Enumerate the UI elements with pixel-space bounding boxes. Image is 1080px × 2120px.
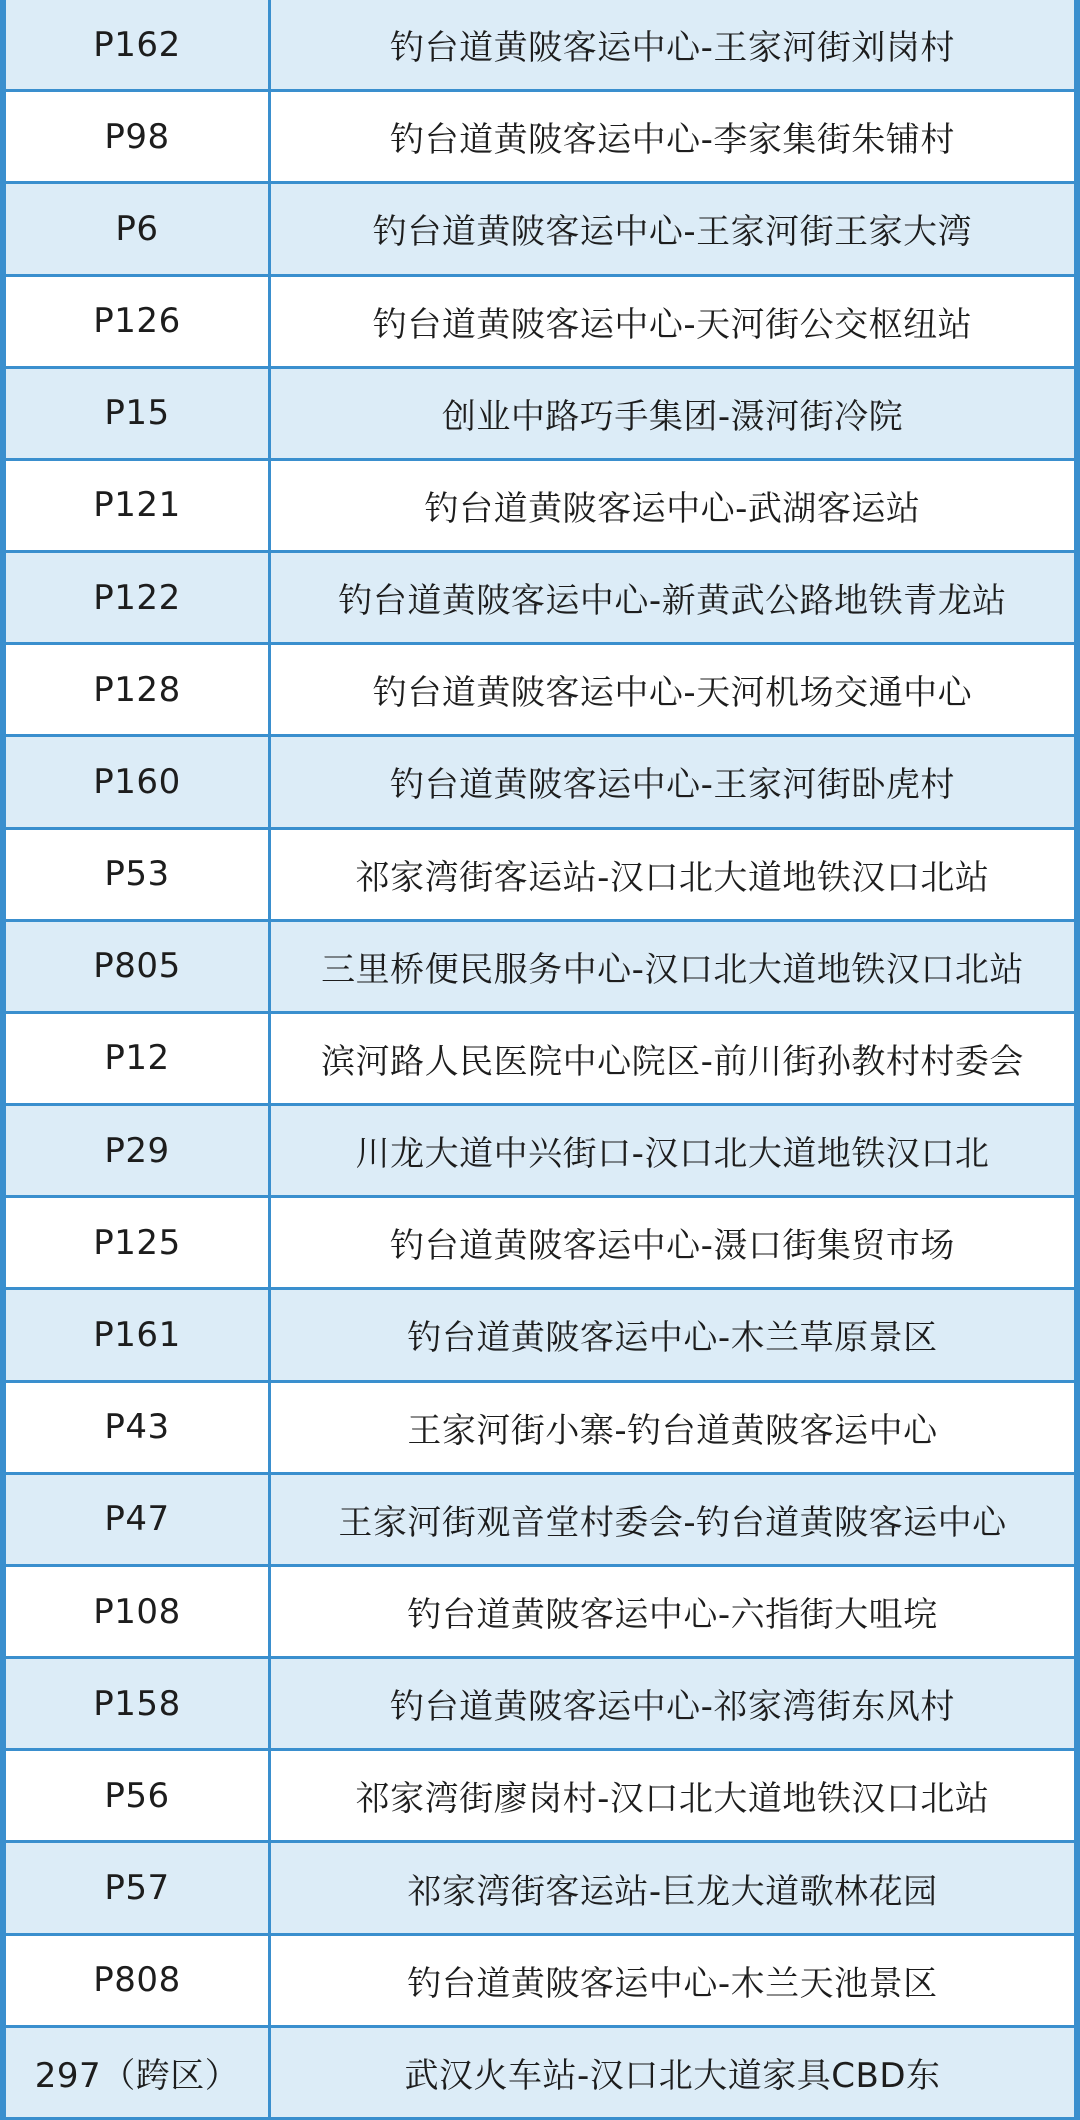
route-number: P805 [6,922,271,1011]
route-number: 297（跨区） [6,2028,271,2117]
table-row [6,1659,1074,1751]
table-row [6,737,1074,829]
table-row [6,830,1074,922]
route-number: P126 [6,277,271,366]
route-name: 钓台道黄陂客运中心-木兰天池景区 [407,1963,938,2004]
route-number: P47 [6,1475,271,1564]
table-row [6,461,1074,553]
route-name: 钓台道黄陂客运中心-王家河街刘岗村 [390,28,955,69]
route-name: 钓台道黄陂客运中心-滠口街集贸市场 [390,1226,955,1267]
route-number: P56 [6,1751,271,1840]
table-row [6,1475,1074,1567]
route-number: P57 [6,1843,271,1932]
table-row [6,92,1074,184]
table-row [6,1567,1074,1659]
table-row [6,2028,1074,2120]
table-row [6,1106,1074,1198]
table-row [6,369,1074,461]
table-row [6,277,1074,369]
route-number: P161 [6,1290,271,1379]
table-row [6,1014,1074,1106]
route-name: 钓台道黄陂客运中心-王家河街卧虎村 [390,765,955,806]
route-number: P128 [6,645,271,734]
route-name: 钓台道黄陂客运中心-六指街大咀垸 [407,1595,938,1635]
route-name: 钓台道黄陂客运中心-李家集街朱铺村 [390,120,955,161]
route-number: P43 [6,1383,271,1472]
route-number: P162 [6,0,271,89]
table-row [6,1751,1074,1843]
table-row [6,1290,1074,1382]
route-name: 滨河路人民医院中心院区-前川街孙教村村委会 [321,1041,1024,1082]
route-name: 钓台道黄陂客运中心-天河机场交通中心 [372,673,973,714]
route-name: 钓台道黄陂客运中心-新黄武公路地铁青龙站 [338,581,1007,622]
table-row [6,553,1074,645]
route-name: 祁家湾街客运站-汉口北大道地铁汉口北站 [355,857,990,898]
route-number: P121 [6,461,271,550]
route-name: 钓台道黄陂客运中心-王家河街王家大湾 [372,212,973,253]
table-row [6,1936,1074,2028]
route-name: 王家河街观音堂村委会-钓台道黄陂客运中心 [338,1502,1007,1543]
route-name: 钓台道黄陂客运中心-天河街公交枢纽站 [372,304,973,345]
route-name: 钓台道黄陂客运中心-祁家湾街东风村 [390,1687,955,1728]
route-name: 祁家湾街廖岗村-汉口北大道地铁汉口北站 [355,1779,990,1820]
route-name: 川龙大道中兴街口-汉口北大道地铁汉口北 [355,1134,990,1175]
route-number: P158 [6,1659,271,1748]
route-name: 王家河街小寨-钓台道黄陂客运中心 [407,1410,938,1451]
route-name: 钓台道黄陂客运中心-武湖客运站 [424,488,921,529]
route-number: P29 [6,1106,271,1195]
route-number: P808 [6,1936,271,2025]
route-number: P15 [6,369,271,458]
route-number: P6 [6,184,271,273]
table-row [6,0,1074,92]
table-row [6,1383,1074,1475]
route-number: P98 [6,92,271,181]
route-number: P125 [6,1198,271,1287]
route-number: P108 [6,1567,271,1656]
table-row [6,922,1074,1014]
route-name: 三里桥便民服务中心-汉口北大道地铁汉口北站 [321,949,1024,990]
table-row [6,184,1074,276]
route-name: 钓台道黄陂客运中心-木兰草原景区 [407,1318,938,1359]
route-number: P160 [6,737,271,826]
route-number: P12 [6,1014,271,1103]
route-number: P53 [6,830,271,919]
table-row [6,1843,1074,1935]
table-row [6,1198,1074,1290]
route-name: 祁家湾街客运站-巨龙大道歌林花园 [407,1871,938,1912]
route-name: 创业中路巧手集团-滠河街冷院 [441,396,904,437]
route-name: 武汉火车站-汉口北大道家具CBD东 [404,2055,941,2096]
table-row [6,645,1074,737]
route-number: P122 [6,553,271,642]
